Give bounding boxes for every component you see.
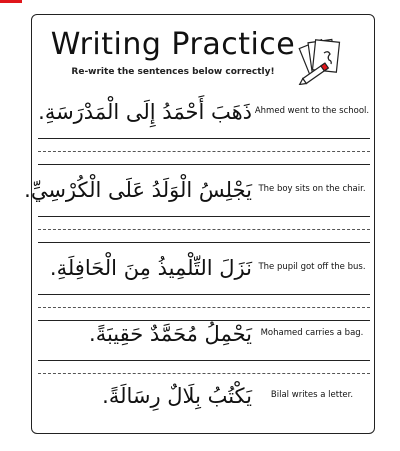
arabic-sentence: يَكْتُبُ بِلَالٌ رِسَالَةً. (102, 384, 252, 408)
sentence-row (24, 173, 376, 245)
english-translation: Mohamed carries a bag. (260, 328, 364, 338)
sentence-row (32, 379, 376, 451)
english-translation: Bilal writes a letter. (270, 390, 354, 400)
writing-line (38, 242, 370, 243)
arabic-sentence: يَحْمِلُ مُحَمَّدٌ حَقِيبَةً. (89, 322, 252, 346)
writing-line (38, 360, 370, 361)
english-translation: The boy sits on the chair. (258, 184, 366, 194)
english-translation: The pupil got off the bus. (258, 262, 366, 272)
pencil-and-paper-icon (294, 33, 346, 85)
writing-line (38, 164, 370, 165)
instructions: Re-write the sentences below correctly! (71, 67, 275, 77)
arabic-sentence: يَجْلِسُ الْوَلَدُ عَلَى الْكُرْسِيِّ. (24, 178, 252, 202)
arabic-sentence: ذَهَبَ أَحْمَدُ إِلَى الْمَدْرَسَةِ. (38, 100, 252, 124)
writing-guide-line (38, 151, 370, 152)
writing-line (38, 294, 370, 295)
arabic-sentence: نَزَلَ التِّلْمِيذُ مِنَ الْحَافِلَةِ. (49, 256, 252, 280)
red-corner-mark (0, 0, 22, 3)
worksheet-frame (24, 14, 375, 434)
sentence-row (32, 95, 376, 167)
writing-line (38, 216, 370, 217)
writing-guide-line (38, 229, 370, 230)
writing-guide-line (38, 307, 370, 308)
english-translation: Ahmed went to the school. (254, 106, 370, 116)
writing-line (38, 138, 370, 139)
page-title: Writing Practice (50, 27, 296, 62)
writing-guide-line (38, 373, 370, 374)
sentence-row (32, 251, 376, 323)
